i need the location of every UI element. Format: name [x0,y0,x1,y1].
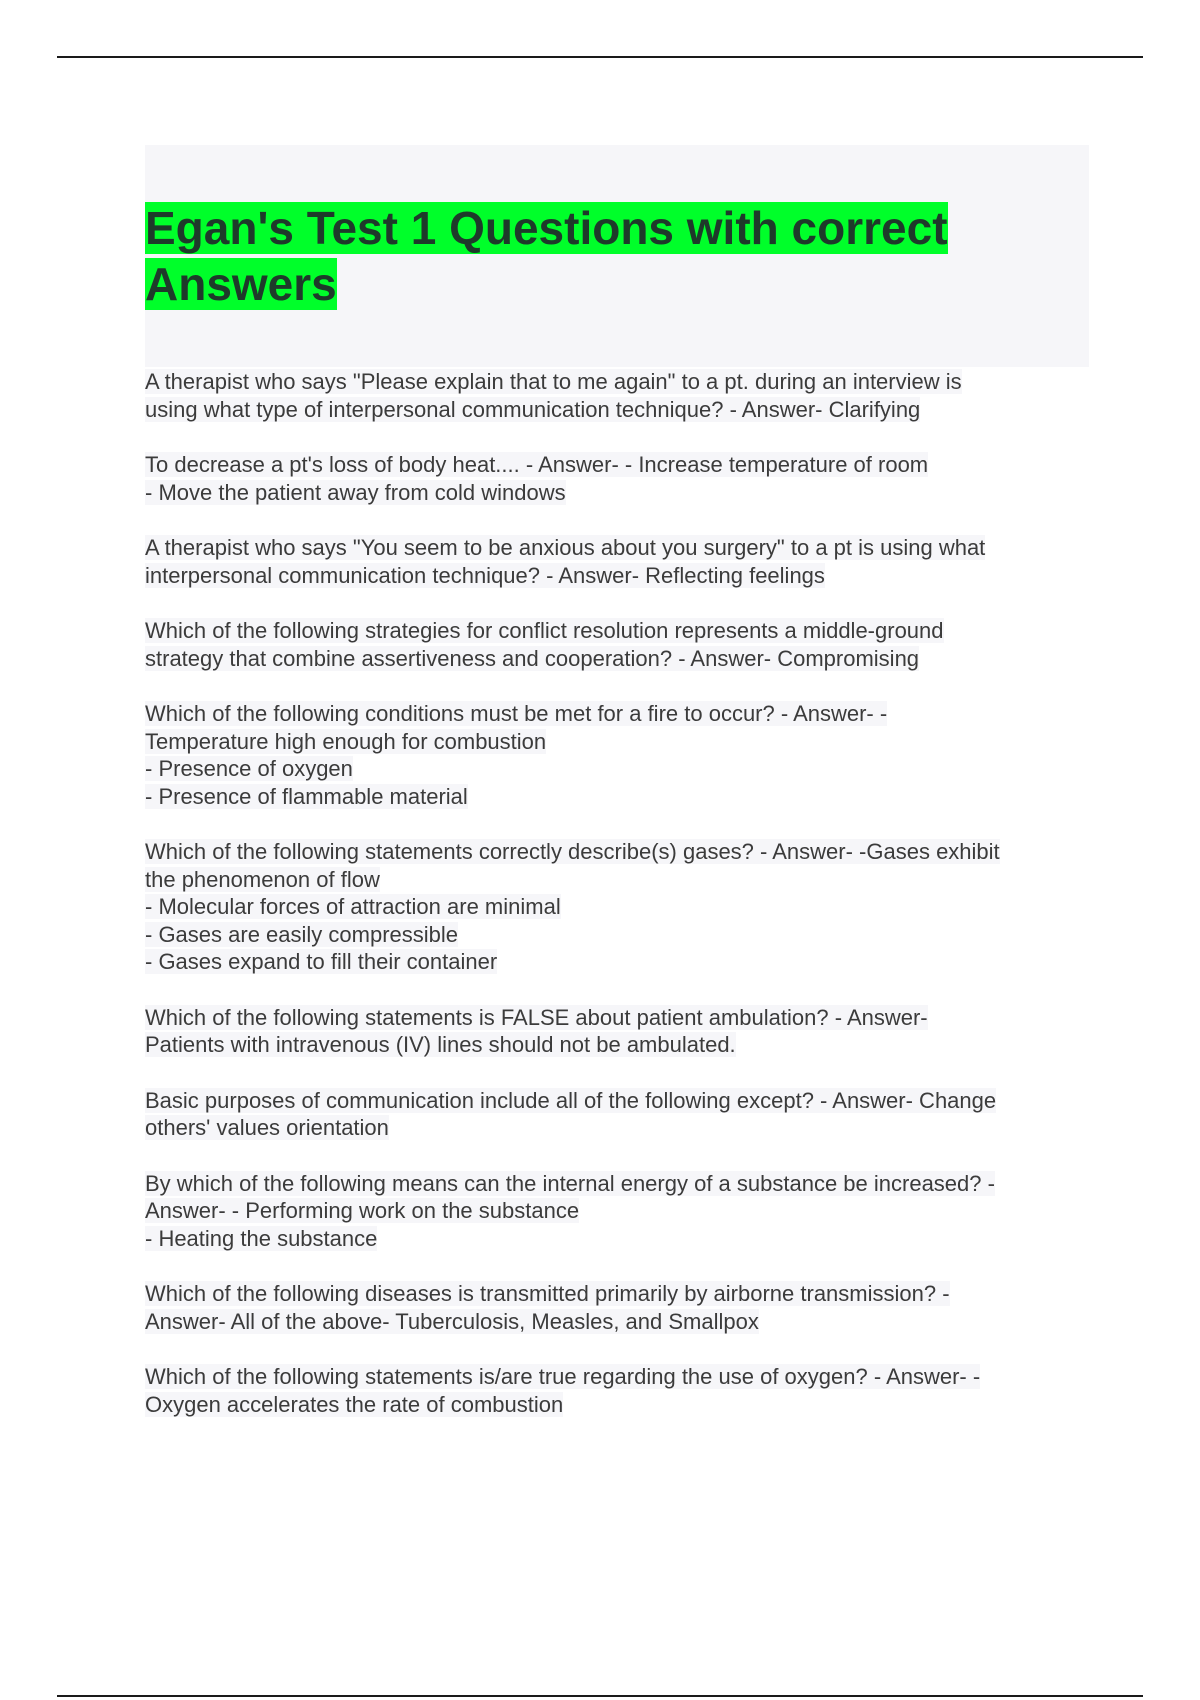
top-rule [57,56,1143,58]
question-answer-item [145,700,1095,810]
question-answer-item [145,1363,1095,1418]
text-line [145,1225,1095,1253]
question-answer-item [145,617,1095,672]
page-title [145,200,1045,312]
text-line-content: - Move the patient away from cold windows [145,479,566,505]
text-line-content: using what type of interpersonal communication technique? - Answer- Clarifying [145,396,921,422]
text-line-content: - Gases are easily compressible [145,921,459,947]
text-line [145,562,1095,590]
text-line-content: interpersonal communication technique? - Answer- Reflecting feelings [145,562,825,588]
text-line [145,866,1095,894]
text-line-content: Which of the following strategies for conflict resolution represents a middle-ground [145,618,944,643]
text-line-content: To decrease a pt's loss of body heat.... - Answer- - Increase temperature of room [145,452,929,477]
text-line-content: A therapist who says "You seem to be anxious about you surgery" to a pt is using what [145,535,986,560]
text-line-content: strategy that combine assertiveness and cooperation? - Answer- Compromising [145,645,920,671]
text-line [145,893,1095,921]
text-line-content: - Heating the substance [145,1225,378,1251]
question-answer-item [145,451,1095,506]
text-line [145,1363,1095,1391]
text-line [145,479,1095,507]
text-line [145,1391,1095,1419]
text-line-content: Oxygen accelerates the rate of combustion [145,1391,564,1417]
text-line-content: Which of the following conditions must be met for a fire to occur? - Answer- - [145,701,888,726]
text-line [145,368,1095,396]
text-line [145,728,1095,756]
question-answer-item [145,1280,1095,1335]
text-line [145,1087,1095,1115]
text-line [145,1170,1095,1198]
text-line-content: Basic purposes of communication include all of the following except? - Answer- Change [145,1087,997,1113]
text-line-content: - Presence of oxygen [145,756,353,781]
text-line [145,534,1095,562]
text-line [145,948,1095,976]
text-line [145,921,1095,949]
text-line-content: By which of the following means can the internal energy of a substance be increased? - [145,1170,995,1196]
text-line [145,1280,1095,1308]
text-line-content: Answer- - Performing work on the substance [145,1198,580,1223]
bottom-rule [57,1695,1143,1697]
text-line [145,755,1095,783]
text-line [145,1031,1095,1059]
text-line [145,1308,1095,1336]
text-line [145,617,1095,645]
text-line-content: - Gases expand to fill their container [145,949,498,974]
text-line-content: Answer- All of the above- Tuberculosis, Measles, and Smallpox [145,1308,759,1334]
title-line-2: Answers [145,258,337,310]
text-line [145,700,1095,728]
text-line [145,396,1095,424]
text-line [145,1004,1095,1032]
text-line-content: - Presence of flammable material [145,783,468,809]
text-line-content: others' values orientation [145,1115,389,1140]
text-line-content: A therapist who says "Please explain that to me again" to a pt. during an interview is [145,369,962,394]
text-line [145,645,1095,673]
question-answer-item [145,534,1095,589]
text-line-content: the phenomenon of flow [145,866,380,892]
text-line [145,1114,1095,1142]
text-line-content: Which of the following statements is/are true regarding the use of oxygen? - Answer- - [145,1364,981,1389]
text-line [145,838,1095,866]
question-answer-item [145,368,1095,423]
text-line [145,451,1095,479]
text-line [145,1197,1095,1225]
text-line-content: Which of the following diseases is transmitted primarily by airborne transmission? - [145,1281,950,1306]
text-line-content: Which of the following statements correctly describe(s) gases? - Answer- -Gases exhibit [145,839,1000,864]
text-line-content: Patients with intravenous (IV) lines should not be ambulated. [145,1032,736,1057]
text-line-content: Temperature high enough for combustion [145,728,547,754]
question-answer-item [145,838,1095,976]
title-line-1: Egan's Test 1 Questions with correct [145,202,948,254]
text-line [145,783,1095,811]
question-answer-item [145,1087,1095,1142]
question-answer-item [145,1170,1095,1253]
text-line-content: Which of the following statements is FALSE about patient ambulation? - Answer- [145,1004,928,1030]
question-answer-item [145,1004,1095,1059]
text-line-content: - Molecular forces of attraction are minimal [145,894,561,919]
question-answer-list [145,368,1095,1446]
